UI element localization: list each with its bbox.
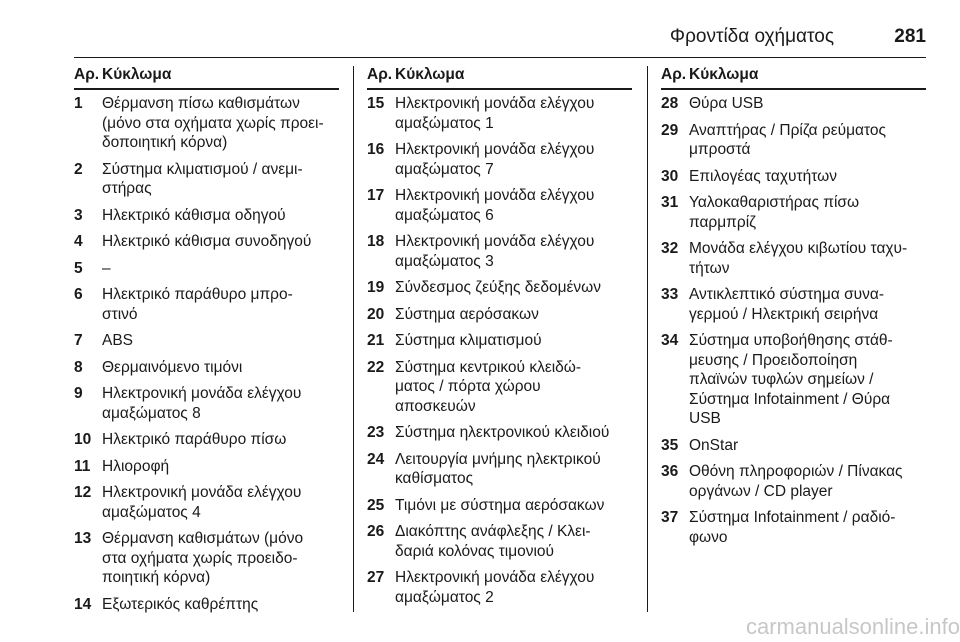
fuse-circuit: Σύστημα υποβοήθησης στάθ- μευσης / Προειδοποίηση πλαϊνών τυφλών σημείων / Σύστημα Infotainment / Θύρα USB [689, 332, 893, 427]
fuse-circuit: Σύστημα κλιματισμού / ανεμι- στήρας [102, 160, 303, 197]
fuse-number: 22 [367, 358, 385, 376]
fuse-row [661, 94, 926, 114]
fuse-circuit: Σύστημα Infotainment / ραδιό- φωνο [689, 509, 896, 546]
page-number: 281 [894, 26, 926, 47]
fuse-number: 19 [367, 279, 385, 296]
fuse-circuit: Σύστημα αερόσακων [395, 305, 539, 323]
fuse-circuit: Λειτουργία μνήμης ηλεκτρικού καθίσματος [395, 450, 601, 487]
fuse-circuit: Επιλογέας ταχυτήτων [689, 167, 837, 185]
fuse-circuit: OnStar [689, 436, 739, 454]
fuse-number: 3 [74, 206, 83, 224]
header-circuit: Κύκλωμα [395, 66, 465, 83]
fuse-circuit: Αντικλεπτικό σύστημα συνα- γερμού / Ηλεκτρική σειρήνα [689, 286, 884, 323]
fuse-row [661, 167, 926, 187]
fuse-number: 24 [367, 450, 385, 468]
fuse-circuit: Ηλιοροφή [102, 457, 170, 475]
column-divider [647, 66, 648, 612]
table-header [367, 66, 632, 90]
fuse-circuit: ABS [102, 332, 134, 349]
fuse-circuit: Σύστημα κεντρικού κλειδώ- ματος / πόρτα χώρου αποσκευών [395, 358, 582, 415]
fuse-number: 35 [661, 436, 679, 454]
fuse-row [74, 160, 339, 199]
fuse-circuit: Υαλοκαθαριστήρας πίσω παρμπρίζ [689, 194, 860, 231]
fuse-number: 30 [661, 167, 679, 185]
fuse-number: 23 [367, 424, 385, 441]
fuse-number: 17 [367, 187, 385, 204]
fuse-circuit: Ηλεκτρικό παράθυρο πίσω [102, 431, 287, 448]
fuse-circuit: Σύστημα ηλεκτρονικού κλειδιού [395, 424, 610, 441]
fuse-number: 7 [74, 332, 83, 349]
fuse-row [74, 331, 339, 351]
fuse-row [367, 496, 632, 516]
fuse-number: 27 [367, 569, 385, 586]
fuse-circuit: Θύρα USB [689, 95, 764, 112]
fuse-row [74, 457, 339, 477]
fuse-row [367, 522, 632, 561]
fuse-number: 16 [367, 141, 385, 158]
fuse-row [367, 140, 632, 179]
fuse-circuit: – [102, 259, 111, 277]
fuse-row [74, 94, 339, 153]
fuse-row [74, 430, 339, 450]
fuse-number: 10 [74, 431, 92, 448]
fuse-row [74, 529, 339, 588]
fuse-number: 26 [367, 523, 385, 540]
fuse-row [661, 508, 926, 547]
fuse-row [74, 206, 339, 226]
page-title: Φροντίδα οχήματος [669, 26, 834, 47]
fuse-circuit: Ηλεκτρονική μονάδα ελέγχου αμαξώματος 2 [395, 569, 595, 606]
watermark: carmanualsonline.info [745, 614, 960, 639]
fuse-number: 2 [74, 160, 83, 178]
fuse-number: 5 [74, 259, 83, 277]
fuse-circuit: Ηλεκτρονική μονάδα ελέγχου αμαξώματος 6 [395, 187, 595, 224]
fuse-row [661, 285, 926, 324]
fuse-row [74, 483, 339, 522]
fuse-number: 11 [74, 457, 91, 475]
fuse-number: 12 [74, 484, 92, 501]
header-circuit: Κύκλωμα [102, 66, 172, 83]
fuse-number: 13 [74, 530, 92, 547]
fuse-row [367, 331, 632, 351]
fuse-circuit: Σύστημα κλιματισμού [395, 332, 542, 349]
header-no: Αρ. [74, 66, 100, 83]
fuse-number: 33 [661, 286, 679, 303]
fuse-number: 1 [74, 95, 83, 112]
fuse-number: 34 [661, 332, 679, 349]
fuse-row [74, 285, 339, 324]
fuse-circuit: Σύνδεσμος ζεύξης δεδομένων [395, 279, 602, 296]
fuse-row [74, 259, 339, 279]
fuse-circuit: Αναπτήρας / Πρίζα ρεύματος μπροστά [689, 121, 886, 158]
fuse-row [367, 186, 632, 225]
fuse-circuit: Ηλεκτρονική μονάδα ελέγχου αμαξώματος 7 [395, 141, 595, 178]
fuse-circuit: Μονάδα ελέγχου κιβωτίου ταχυ- τήτων [689, 240, 908, 277]
fuse-number: 15 [367, 95, 385, 112]
fuse-number: 28 [661, 95, 679, 112]
fuse-circuit: Ηλεκτρονική μονάδα ελέγχου αμαξώματος 8 [102, 385, 302, 422]
fuse-number: 4 [74, 233, 83, 250]
fuse-number: 18 [367, 233, 385, 250]
fuse-number: 14 [74, 595, 92, 613]
table-header [661, 66, 926, 90]
fuse-row [74, 595, 339, 615]
fuse-circuit: Ηλεκτρονική μονάδα ελέγχου αμαξώματος 3 [395, 233, 595, 270]
page-header [74, 26, 926, 58]
fuse-table-column-1 [74, 66, 339, 621]
fuse-row [661, 331, 926, 429]
fuse-row [661, 462, 926, 501]
fuse-circuit: Ηλεκτρικό παράθυρο μπρο- στινό [102, 286, 293, 323]
fuse-circuit: Διακόπτης ανάφλεξης / Κλει- δαριά κολόνας τιμονιού [395, 523, 591, 560]
fuse-row [367, 305, 632, 325]
fuse-circuit: Θέρμανση πίσω καθισμάτων (μόνο στα οχήματα χωρίς προει- δοποιητική κόρνα) [102, 95, 324, 151]
fuse-row [661, 239, 926, 278]
fuse-row [661, 193, 926, 232]
fuse-circuit: Εξωτερικός καθρέπτης [102, 595, 259, 613]
fuse-number: 32 [661, 240, 679, 257]
fuse-number: 8 [74, 358, 83, 376]
fuse-number: 9 [74, 385, 83, 402]
fuse-row [367, 568, 632, 607]
fuse-row [367, 450, 632, 489]
column-divider [353, 66, 354, 612]
fuse-circuit: Τιμόνι με σύστημα αερόσακων [395, 496, 605, 514]
header-no: Αρ. [661, 66, 687, 83]
fuse-row [367, 358, 632, 417]
fuse-row [367, 278, 632, 298]
fuse-circuit: Θέρμανση καθισμάτων (μόνο στα οχήματα χωρίς προειδο- ποιητική κόρνα) [102, 530, 304, 586]
fuse-number: 6 [74, 286, 83, 303]
fuse-number: 21 [367, 332, 385, 349]
fuse-circuit: Θερμαινόμενο τιμόνι [102, 358, 243, 376]
fuse-row [367, 94, 632, 133]
fuse-row [367, 423, 632, 443]
fuse-row [74, 384, 339, 423]
fuse-number: 31 [661, 194, 679, 211]
fuse-circuit: Οθόνη πληροφοριών / Πίνακας οργάνων / CD player [689, 463, 903, 500]
header-circuit: Κύκλωμα [689, 66, 759, 83]
fuse-row [661, 436, 926, 456]
fuse-number: 37 [661, 509, 679, 526]
fuse-number: 20 [367, 305, 385, 323]
fuse-table-column-2 [367, 66, 632, 614]
fuse-row [661, 121, 926, 160]
fuse-number: 29 [661, 121, 679, 139]
fuse-table-column-3 [661, 66, 926, 554]
header-no: Αρ. [367, 66, 393, 83]
fuse-number: 25 [367, 496, 385, 514]
fuse-number: 36 [661, 463, 679, 480]
fuse-circuit: Ηλεκτρονική μονάδα ελέγχου αμαξώματος 1 [395, 95, 595, 132]
fuse-row [367, 232, 632, 271]
fuse-circuit: Ηλεκτρονική μονάδα ελέγχου αμαξώματος 4 [102, 484, 302, 521]
fuse-row [74, 232, 339, 252]
fuse-circuit: Ηλεκτρικό κάθισμα συνοδηγού [102, 233, 312, 250]
table-header [74, 66, 339, 90]
fuse-circuit: Ηλεκτρικό κάθισμα οδηγού [102, 206, 286, 224]
fuse-row [74, 358, 339, 378]
